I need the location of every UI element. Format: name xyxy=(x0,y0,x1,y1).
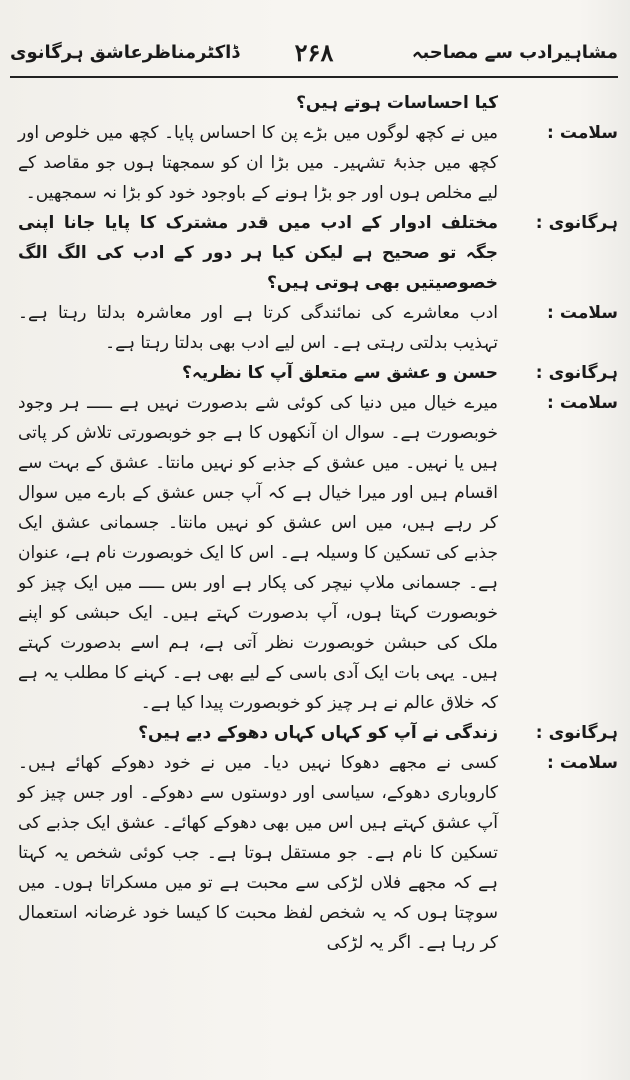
interview-entry xyxy=(18,718,618,748)
interview-entry xyxy=(18,118,618,208)
interview-text xyxy=(18,88,618,958)
question-text: حسن و عشق سے متعلق آپ کا نظریہ؟ xyxy=(182,363,498,383)
speaker-label: ہرگانوی: xyxy=(535,213,618,233)
running-head xyxy=(10,38,618,72)
speaker-label: ہرگانوی: xyxy=(535,723,618,743)
interview-entry xyxy=(18,388,618,718)
question-text: مختلف ادوار کے ادب میں قدر مشترک کا پایا جانا اپنی جگہ تو صحیح ہے لیکن کیا ہر دور کے ادب کی الگ الگ خصوصیتیں بھی ہوتی ہیں؟ xyxy=(18,213,498,293)
speaker-label: سلامت: xyxy=(547,753,618,773)
speaker-label: سلامت: xyxy=(547,303,618,323)
answer-text: میں نے کچھ لوگوں میں بڑے پن کا احساس پایا۔ کچھ میں خلوص اور کچھ میں جذبۂ تشہیر۔ میں بڑا ان کو سمجھتا ہوں جو مقاصد کے لیے مخلص ہوں اور جو بڑا ہونے کے باوجود خود کو بڑا نہ سمجھیں۔ xyxy=(18,123,498,203)
speaker-label: سلامت: xyxy=(547,393,618,413)
book-title: مشاہیرادب سے مصاحبہ xyxy=(411,42,618,63)
answer-text: ادب معاشرے کی نمائندگی کرتا ہے اور معاشرہ بدلتا رہتا ہے۔ تہذیب بدلتی رہتی ہے۔ اس لیے ادب بھی بدلتا رہتا ہے۔ xyxy=(18,303,498,353)
interview-entry xyxy=(18,298,618,358)
author-name: ڈاکٹرمناظرعاشق ہرگانوی xyxy=(10,42,240,63)
answer-text: کسی نے مجھے دھوکا نہیں دیا۔ میں نے خود دھوکے کھائے ہیں۔ کاروباری دھوکے، سیاسی اور دوستوں سے دھوکے۔ اور جس چیز کو آپ عشق کہتے ہیں اس میں بھی دھوکے کھائے۔ عشق ایک جذبے کی تسکین کا نام ہے۔ جو مستقل ہوتا ہے۔ جب کوئی شخص یہ کہتا ہے کہ مجھے فلاں لڑکی سے محبت ہے تو میں مسکراتا ہوں۔ میں سوچتا ہوں کہ یہ شخص لفظ محبت کا کیسا خود غرضانہ استعمال کر رہا ہے۔ اگر یہ لڑکی xyxy=(18,753,498,953)
speaker-label: ہرگانوی: xyxy=(535,363,618,383)
header-divider xyxy=(10,76,618,78)
question-text: زندگی نے آپ کو کہاں کہاں دھوکے دیے ہیں؟ xyxy=(138,723,498,743)
answer-text: میرے خیال میں دنیا کی کوئی شے بدصورت نہیں ہے ـــــ ہر وجود خوبصورت ہے۔ سوال ان آنکھوں کا ہے جو خوبصورتی تلاش کر پاتی ہیں یا نہیں۔ میں عشق کے جذبے کو نہیں مانتا۔ عشق کے بہت سے اقسام ہیں اور میرا خیال ہے کہ آپ جس عشق کے بارے میں سوال کر رہے ہیں، میں اس عشق کو نہیں مانتا۔ جسمانی عشق ایک جذبے کی تسکین کا وسیلہ ہے۔ اس کا ایک خوبصورت نام ہے، عنوان ہے۔ جسمانی ملاپ نیچر کی پکار ہے اور بس ـــــ میں ایک چیز کو خوبصورت کہتا ہوں، آپ بدصورت کہتے ہیں۔ ایک حبشی کو اپنے ملک کی حبشن خوبصورت نظر آتی ہے، ہم اسے بدصورت کہتے ہیں۔ یہی بات ایک آدی باسی کے لیے بھی ہے۔ کہنے کا مطلب یہ ہے کہ خلاق عالم نے ہر چیز کو خوبصورت پیدا کیا ہے۔ xyxy=(18,393,498,713)
question-text: کیا احساسات ہوتے ہیں؟ xyxy=(296,93,498,113)
interview-entry xyxy=(18,88,618,118)
interview-entry xyxy=(18,358,618,388)
interview-entry xyxy=(18,208,618,298)
page-number: ۲۶۸ xyxy=(294,38,334,67)
speaker-label: سلامت: xyxy=(547,123,618,143)
interview-entry xyxy=(18,748,618,958)
